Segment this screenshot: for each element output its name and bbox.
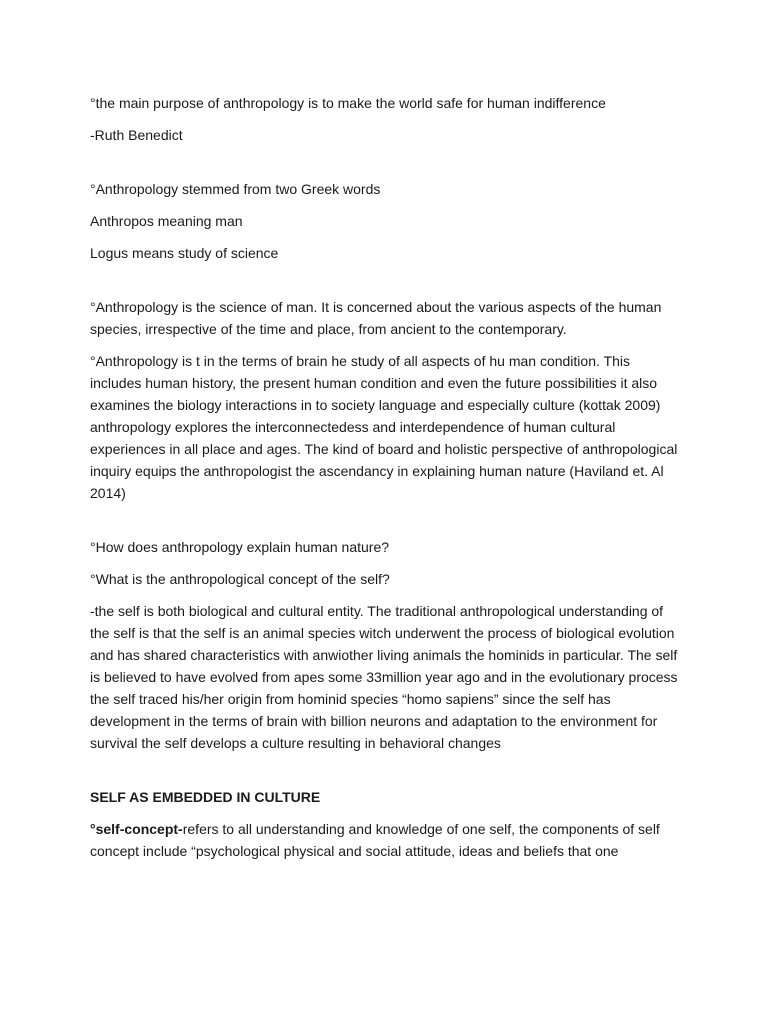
greek-intro-paragraph: °Anthropology stemmed from two Greek words (90, 181, 381, 197)
question-self-paragraph: °What is the anthropological concept of the self? (90, 571, 390, 587)
anthropos-paragraph: Anthropos meaning man (90, 213, 243, 229)
spacer (90, 274, 680, 296)
self-concept-term: °self-concept- (90, 821, 183, 837)
spacer (90, 764, 680, 786)
brain-study-paragraph: °Anthropology is t in the terms of brain he study of all aspects of hu man condition. This includes human history, the present human condition and even the future possibilities it also examines the biology interactions in to society language and especially culture (kottak 2009) anthropology explores the interconnectedess and interdependence of human cultural experiences in all place and ages. The kind of board and holistic perspective of anthropological inquiry equips the anthropologist the ascendancy in explaining human nature (Haviland et. Al 2014) (90, 353, 678, 501)
self-concept-paragraph (90, 818, 680, 862)
spacer (90, 514, 680, 536)
document-page (90, 92, 680, 872)
self-answer-paragraph: -the self is both biological and cultural entity. The traditional anthropological understanding of the self is that the self is an animal species witch underwent the process of biological evolution and has shared characteristics with anwiother living animals the hominids in particular. The self is believed to have evolved from apes some 33million year ago and in the evolutionary process the self traced his/her origin from hominid species “homo sapiens” since the self has development in the terms of brain with billion neurons and adaptation to the environment for survival the self develops a culture resulting in behavioral changes (90, 603, 678, 751)
self-concept-definition: refers to all understanding and knowledge of one self, the components of self concept include “psychological physical and social attitude, ideas and beliefs that one (90, 821, 660, 859)
logus-paragraph: Logus means study of science (90, 245, 279, 261)
science-of-man-paragraph: °Anthropology is the science of man. It is concerned about the various aspects of the human species, irrespective of the time and place, from ancient to the contemporary. (90, 299, 662, 337)
quote-paragraph: °the main purpose of anthropology is to make the world safe for human indifference (90, 95, 606, 111)
spacer (90, 156, 680, 178)
section-heading: SELF AS EMBEDDED IN CULTURE (90, 789, 321, 805)
question-nature-paragraph: °How does anthropology explain human nature? (90, 539, 390, 555)
quote-author: -Ruth Benedict (90, 127, 183, 143)
